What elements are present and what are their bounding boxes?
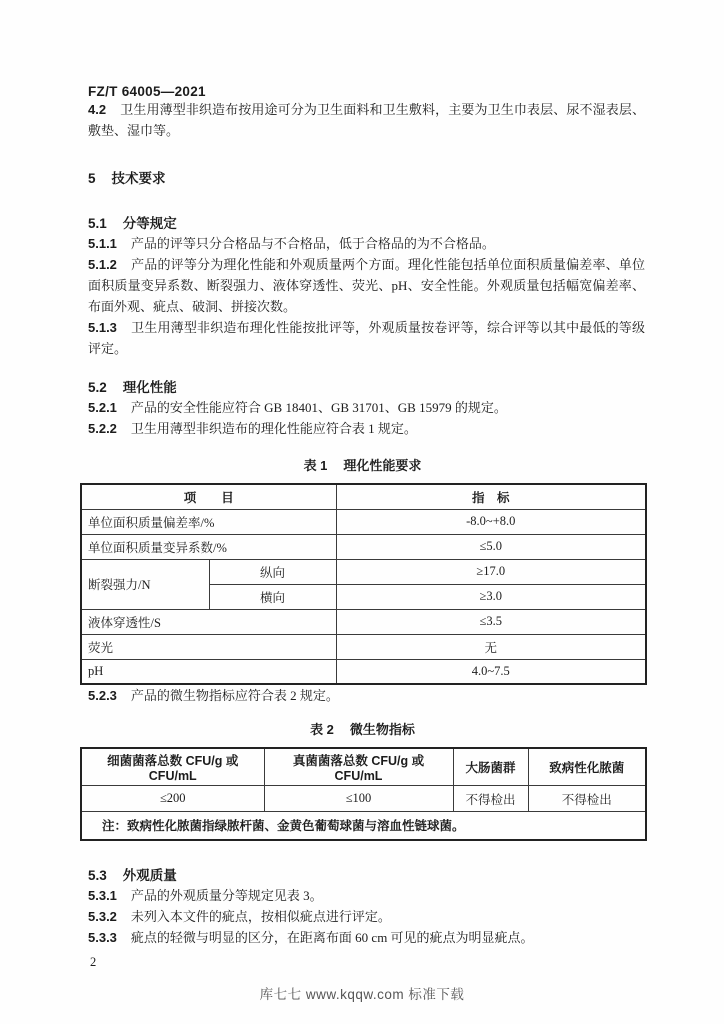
clause-5-2-2-number: 5.2.2 [88, 421, 117, 436]
section-5-2-title: 理化性能 [122, 380, 177, 395]
table-row [81, 484, 646, 509]
table-2-value-pyogenic: 不得检出 [528, 786, 646, 812]
clause-5-2-3-text: 产品的微生物指标应符合表 2 规定。 [130, 688, 339, 703]
clause-4-2 [88, 99, 645, 141]
table-2-value-coliform: 不得检出 [453, 786, 528, 812]
section-5-1-number: 5.1 [88, 216, 107, 231]
clause-5-3-3-number: 5.3.3 [88, 929, 117, 945]
doc-number: FZ/T 64005—2021 [88, 84, 206, 99]
clause-5-1-3-text: 卫生用薄型非织造布理化性能按批评等，外观质量按卷评等，综合评等以其中最低的等级评定。 [88, 320, 645, 356]
table-1-r3-sub: 纵向 [209, 559, 336, 584]
page-number: 2 [90, 954, 97, 969]
table-1-r5-item: 液体穿透性/S [81, 609, 336, 634]
clause-5-3-3-text: 疵点的轻微与明显的区分，在距离布面 60 cm 可见的疵点为明显疵点。 [130, 929, 534, 945]
table-2-caption [80, 719, 645, 738]
table-1-r5-value: ≤3.5 [336, 609, 646, 634]
clause-5-1-2-text: 产品的评等分为理化性能和外观质量两个方面。理化性能包括单位面积质量偏差率、单位面积质量变异系数、断裂强力、液体穿透性、荧光、pH、安全性能。外观质量包括幅宽偏差率、布面外观、疵点、破洞、拼接次数。 [88, 257, 645, 314]
table-2-header-fungi: 真菌菌落总数 CFU/g 或 CFU/mL [264, 748, 453, 786]
clause-5-1-3-number: 5.1.3 [88, 320, 117, 335]
clause-5-3-1-text: 产品的外观质量分等规定见表 3。 [130, 887, 323, 903]
section-5-3-heading [88, 867, 645, 885]
table-row [81, 748, 646, 786]
section-5-number: 5 [88, 171, 96, 186]
table-row [81, 634, 646, 659]
clause-5-1-1-number: 5.1.1 [88, 236, 117, 251]
table-2-value-fungi: ≤100 [264, 786, 453, 812]
clause-5-3-1 [88, 885, 645, 906]
table-row [81, 659, 646, 684]
table-physicochemical-requirements [80, 483, 647, 685]
table-row [81, 786, 646, 812]
clause-5-2-3 [88, 685, 645, 706]
clause-5-1-1 [88, 233, 645, 254]
clause-5-1-3 [88, 317, 645, 359]
clause-4-2-text: 卫生用薄型非织造布按用途可分为卫生面料和卫生敷料，主要为卫生巾表层、尿不湿表层、敷垫、湿巾等。 [88, 102, 645, 138]
table-1-header-item: 项 目 [81, 484, 336, 509]
clause-5-2-1 [88, 397, 645, 418]
table-2-caption-title: 微生物指标 [349, 722, 415, 737]
table-microbial-indicators [80, 747, 647, 841]
table-1-r7-item: pH [81, 659, 336, 684]
watermark-text: 库七七 www.kqqw.com 标准下载 [259, 987, 465, 1002]
table-1-r6-value: 无 [336, 634, 646, 659]
clause-5-1-2-number: 5.1.2 [88, 257, 117, 272]
table-row [81, 559, 646, 584]
section-5-3-title: 外观质量 [122, 867, 177, 883]
clause-5-2-2 [88, 418, 645, 439]
table-2-header-coliform: 大肠菌群 [453, 748, 528, 786]
clause-5-3-2 [88, 906, 645, 927]
table-1-r2-value: ≤5.0 [336, 534, 646, 559]
table-1-caption-title: 理化性能要求 [343, 458, 422, 473]
table-1-r1-item: 单位面积质量偏差率/% [81, 509, 336, 534]
table-1-caption-label: 表 1 [303, 458, 328, 473]
table-2-value-bacteria: ≤200 [81, 786, 264, 812]
section-5-title: 技术要求 [111, 171, 166, 186]
table-1-r4-sub: 横向 [209, 584, 336, 609]
clause-4-2-number: 4.2 [88, 102, 107, 117]
table-1-r2-item: 单位面积质量变异系数/% [81, 534, 336, 559]
table-2-caption-label: 表 2 [310, 722, 334, 737]
table-row [81, 534, 646, 559]
table-row [81, 812, 646, 840]
table-1-caption [80, 455, 645, 474]
table-1-r4-value: ≥3.0 [336, 584, 646, 609]
clause-5-3-3 [88, 927, 645, 948]
table-row [81, 509, 646, 534]
clause-5-2-1-number: 5.2.1 [88, 400, 117, 415]
clause-5-1-1-text: 产品的评等只分合格品与不合格品，低于合格品的为不合格品。 [130, 236, 495, 251]
section-5-1-title: 分等规定 [122, 216, 177, 231]
table-1-r3-value: ≥17.0 [336, 559, 646, 584]
table-2-header-pyogenic: 致病性化脓菌 [528, 748, 646, 786]
table-2-note: 注：致病性化脓菌指绿脓杆菌、金黄色葡萄球菌与溶血性链球菌。 [81, 812, 646, 840]
clause-5-3-2-number: 5.3.2 [88, 908, 117, 924]
clause-5-2-3-number: 5.2.3 [88, 688, 117, 703]
table-2-header-bacteria: 细菌菌落总数 CFU/g 或 CFU/mL [81, 748, 264, 786]
section-5-heading [88, 170, 645, 188]
section-5-2-number: 5.2 [88, 380, 107, 395]
table-row [81, 609, 646, 634]
clause-5-2-1-text: 产品的安全性能应符合 GB 18401、GB 31701、GB 15979 的规定。 [130, 400, 507, 415]
section-5-2-heading [88, 379, 645, 397]
clause-5-3-2-text: 未列入本文件的疵点，按相似疵点进行评定。 [130, 908, 391, 924]
clause-5-3-1-number: 5.3.1 [88, 887, 117, 903]
table-1-r3-item: 断裂强力/N [81, 559, 209, 609]
section-5-3-number: 5.3 [88, 867, 107, 883]
section-5-1-heading [88, 215, 645, 233]
table-1-r6-item: 荧光 [81, 634, 336, 659]
table-1-header-index: 指 标 [336, 484, 646, 509]
table-1-r7-value: 4.0~7.5 [336, 659, 646, 684]
clause-5-2-2-text: 卫生用薄型非织造布的理化性能应符合表 1 规定。 [130, 421, 417, 436]
table-1-r1-value: -8.0~+8.0 [336, 509, 646, 534]
clause-5-1-2 [88, 254, 645, 317]
